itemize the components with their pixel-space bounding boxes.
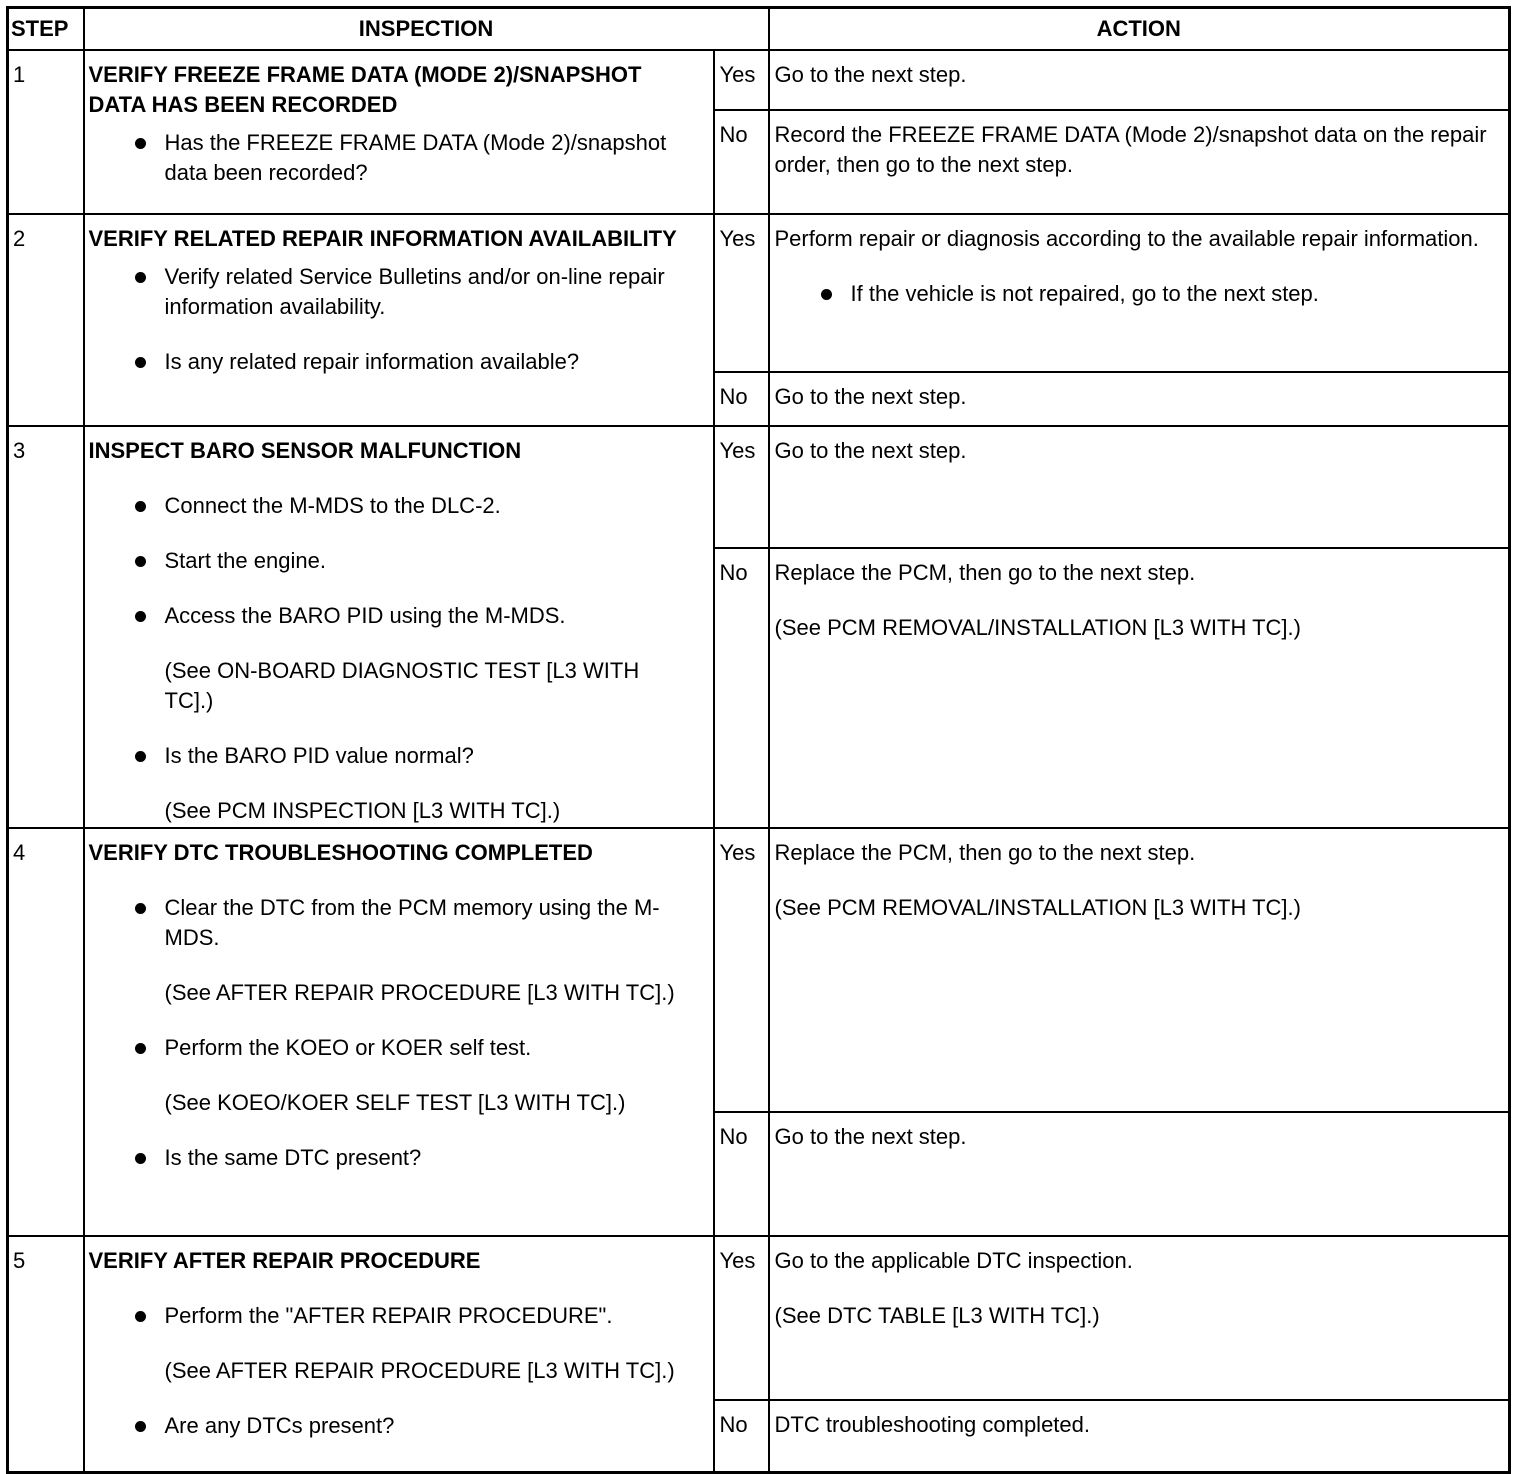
yes-action: Perform repair or diagnosis according to the available repair information. If the vehicle is not repaired, go to the next step. xyxy=(769,214,1510,372)
inspection-cell xyxy=(84,828,714,1236)
yes-label: Yes xyxy=(714,50,769,110)
bullet-icon xyxy=(135,556,146,567)
diagnostic-table xyxy=(6,6,1511,1474)
list-item: Perform the KOEO or KOER self test. xyxy=(89,1033,679,1063)
no-label: No xyxy=(714,372,769,426)
list-item: Start the engine. xyxy=(89,546,679,576)
reference-text: (See DTC TABLE [L3 WITH TC].) xyxy=(774,1303,1100,1328)
bullet-icon xyxy=(821,289,832,300)
list-item: Is the same DTC present? xyxy=(89,1143,679,1173)
header-inspection: INSPECTION xyxy=(84,8,769,51)
list-item: Perform the "AFTER REPAIR PROCEDURE". xyxy=(89,1301,679,1331)
reference-text: (See ON-BOARD DIAGNOSTIC TEST [L3 WITH TC].) xyxy=(164,658,640,713)
step-number: 4 xyxy=(8,828,84,1236)
table-row xyxy=(8,828,1510,1112)
no-label: No xyxy=(714,1400,769,1472)
header-row xyxy=(8,8,1510,51)
step-number: 5 xyxy=(8,1236,84,1472)
no-action: Record the FREEZE FRAME DATA (Mode 2)/snapshot data on the repair order, then go to the next step. xyxy=(769,110,1510,214)
yes-label: Yes xyxy=(714,426,769,548)
no-label: No xyxy=(714,1112,769,1236)
bullet-icon xyxy=(135,1421,146,1432)
no-action: Go to the next step. xyxy=(769,1112,1510,1236)
yes-action: Replace the PCM, then go to the next step. (See PCM REMOVAL/INSTALLATION [L3 WITH TC].) xyxy=(769,828,1510,1112)
inspection-cell xyxy=(84,1236,714,1472)
table-row xyxy=(8,214,1510,372)
list-item: If the vehicle is not repaired, go to the next step. xyxy=(775,279,1499,309)
table-row xyxy=(8,1236,1510,1400)
list-item: Verify related Service Bulletins and/or on-line repair information availability. xyxy=(89,262,679,322)
yes-action: Go to the applicable DTC inspection. (See DTC TABLE [L3 WITH TC].) xyxy=(769,1236,1510,1400)
reference-text: (See KOEO/KOER SELF TEST [L3 WITH TC].) xyxy=(164,1090,626,1115)
step-number: 2 xyxy=(8,214,84,426)
reference-text: (See AFTER REPAIR PROCEDURE [L3 WITH TC].) xyxy=(164,980,675,1005)
yes-action: Go to the next step. xyxy=(769,426,1510,548)
no-action: Replace the PCM, then go to the next step. (See PCM REMOVAL/INSTALLATION [L3 WITH TC].) xyxy=(769,548,1510,828)
yes-label: Yes xyxy=(714,1236,769,1400)
bullet-icon xyxy=(135,138,146,149)
bullet-icon xyxy=(135,903,146,914)
list-item: Access the BARO PID using the M-MDS. xyxy=(89,601,679,631)
bullet-icon xyxy=(135,272,146,283)
reference-text: (See PCM REMOVAL/INSTALLATION [L3 WITH TC].) xyxy=(774,895,1301,920)
step-number: 1 xyxy=(8,50,84,214)
list-item: Connect the M-MDS to the DLC-2. xyxy=(89,491,679,521)
no-label: No xyxy=(714,548,769,828)
reference-text: (See PCM REMOVAL/INSTALLATION [L3 WITH TC].) xyxy=(774,615,1301,640)
list-item: Has the FREEZE FRAME DATA (Mode 2)/snapshot data been recorded? xyxy=(89,128,679,188)
reference-text: (See PCM INSPECTION [L3 WITH TC].) xyxy=(164,798,561,823)
no-action: Go to the next step. xyxy=(769,372,1510,426)
header-step: STEP xyxy=(8,8,84,51)
yes-label: Yes xyxy=(714,214,769,372)
list-item: Is any related repair information available? xyxy=(89,347,679,377)
no-label: No xyxy=(714,110,769,214)
list-item: Are any DTCs present? xyxy=(89,1411,679,1441)
table-row xyxy=(8,50,1510,110)
header-action: ACTION xyxy=(769,8,1510,51)
bullet-icon xyxy=(135,1311,146,1322)
reference-text: (See AFTER REPAIR PROCEDURE [L3 WITH TC].) xyxy=(164,1358,675,1383)
bullet-icon xyxy=(135,1043,146,1054)
yes-label: Yes xyxy=(714,828,769,1112)
list-item: Is the BARO PID value normal? xyxy=(89,741,679,771)
bullet-icon xyxy=(135,357,146,368)
inspection-cell xyxy=(84,50,714,214)
inspection-title: INSPECT BARO SENSOR MALFUNCTION xyxy=(88,438,522,463)
inspection-cell xyxy=(84,214,714,426)
bullet-icon xyxy=(135,501,146,512)
inspection-cell xyxy=(84,426,714,828)
table-row xyxy=(8,426,1510,548)
inspection-title: VERIFY AFTER REPAIR PROCEDURE xyxy=(88,1248,481,1273)
inspection-title: VERIFY DTC TROUBLESHOOTING COMPLETED xyxy=(88,840,593,865)
yes-action: Go to the next step. xyxy=(769,50,1510,110)
bullet-icon xyxy=(135,751,146,762)
no-action: DTC troubleshooting completed. xyxy=(769,1400,1510,1472)
bullet-icon xyxy=(135,611,146,622)
inspection-title: VERIFY RELATED REPAIR INFORMATION AVAILABILITY xyxy=(88,226,677,251)
inspection-title: VERIFY FREEZE FRAME DATA (MODE 2)/SNAPSHOT DATA HAS BEEN RECORDED xyxy=(88,62,642,117)
bullet-icon xyxy=(135,1153,146,1164)
list-item: Clear the DTC from the PCM memory using the M-MDS. xyxy=(89,893,679,953)
step-number: 3 xyxy=(8,426,84,828)
